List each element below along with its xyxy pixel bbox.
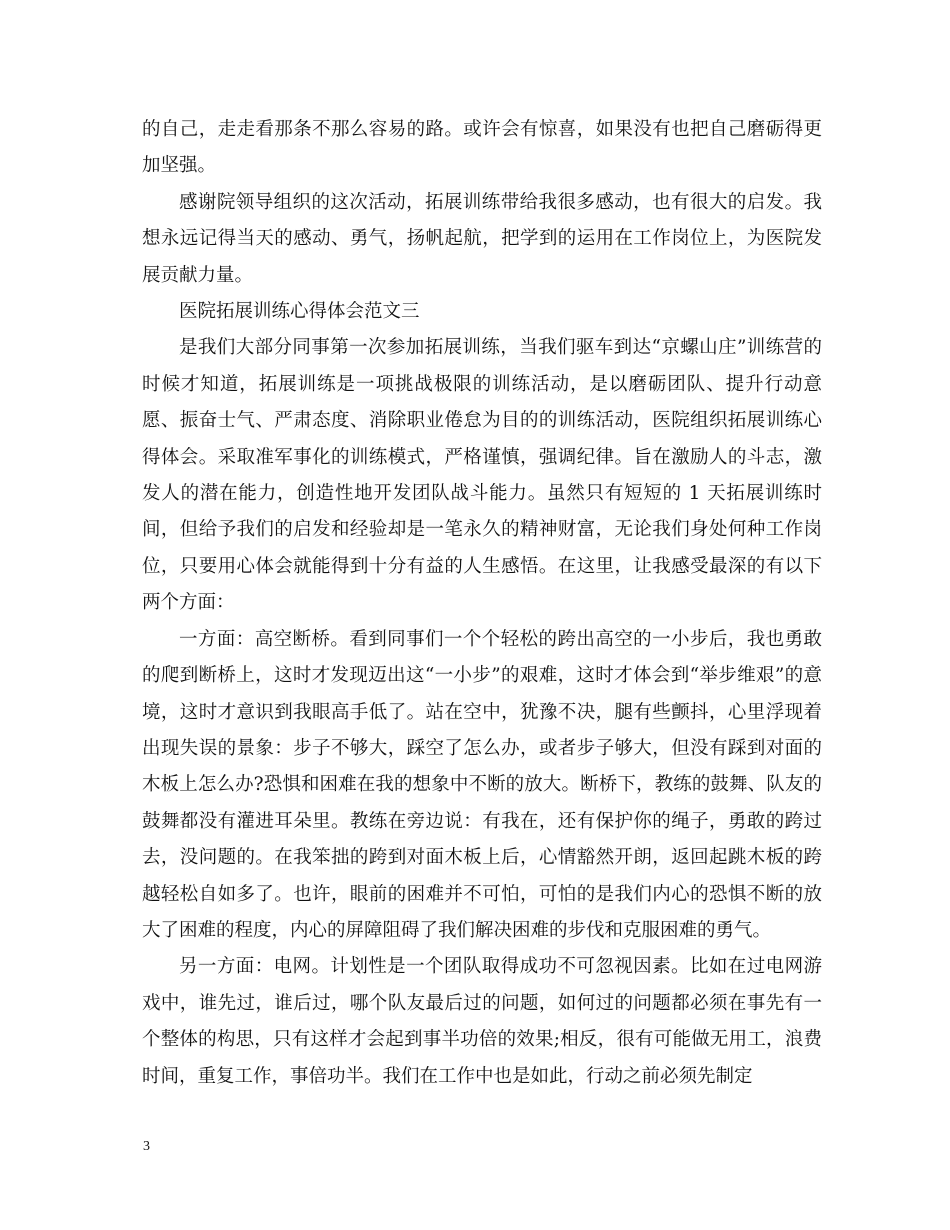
paragraph-power-grid: 另一方面：电网。计划性是一个团队取得成功不可忽视因素。比如在过电网游戏中，谁先过，谁后过，哪个队友最后过的问题，如何过的问题都必须在事先有一个整体的构思，只有这样才会起到事半功倍的效果;相反，很有可能做无用工，浪费时间，重复工作，事倍功半。我们在工作中也是如此，行动之前必须先制定 — [142, 956, 822, 1087]
paragraph-continuation: 的自己，走走看那条不那么容易的路。或许会有惊喜，如果没有也把自己磨砺得更加坚强。 — [142, 119, 822, 177]
paragraph-high-bridge: 一方面：高空断桥。看到同事们一个个轻松的跨出高空的一小步后，我也勇敢的爬到断桥上，这时才发现迈出这“一小步”的艰难，这时才体会到“举步维艰”的意境，这时才意识到我眼高手低了。站在空中，犹豫不决，腿有些颤抖，心里浮现着出现失误的景象：步子不够大，踩空了怎么办，或者步子够大，但没有踩到对面的木板上怎么办?恐惧和困难在我的想象中不断的放大。断桥下，教练的鼓舞、队友的鼓舞都没有灌进耳朵里。教练在旁边说：有我在，还有保护你的绳子，勇敢的跨过去，没问题的。在我笨拙的跨到对面木板上后，心情豁然开朗，返回起跳木板的跨越轻松自如多了。也许，眼前的困难并不可怕，可怕的是我们内心的恐惧不断的放大了困难的程度，内心的屏障阻碍了我们解决困难的步伐和克服困难的勇气。 — [142, 628, 822, 941]
document-body — [142, 112, 822, 1095]
page-number: 3 — [143, 1139, 150, 1154]
paragraph-intro: 是我们大部分同事第一次参加拓展训练，当我们驱车到达“京螺山庄”训练营的时候才知道，拓展训练是一项挑战极限的训练活动，是以磨砺团队、提升行动意愿、振奋士气、严肃态度、消除职业倦怠为目的的训练活动，医院组织拓展训练心得体会。采取准军事化的训练模式，严格谨慎，强调纪律。旨在激励人的斗志，激发人的潜在能力，创造性地开发团队战斗能力。虽然只有短短的 1 天拓展训练时间，但给予我们的启发和经验却是一笔永久的精神财富，无论我们身处何种工作岗位，只要用心体会就能得到十分有益的人生感悟。在这里，让我感受最深的有以下两个方面： — [142, 337, 822, 614]
section-heading: 医院拓展训练心得体会范文三 — [179, 301, 420, 323]
paragraph-thanks: 感谢院领导组织的这次活动，拓展训练带给我很多感动，也有很大的启发。我想永远记得当天的感动、勇气，扬帆起航，把学到的运用在工作岗位上，为医院发展贡献力量。 — [142, 191, 822, 286]
